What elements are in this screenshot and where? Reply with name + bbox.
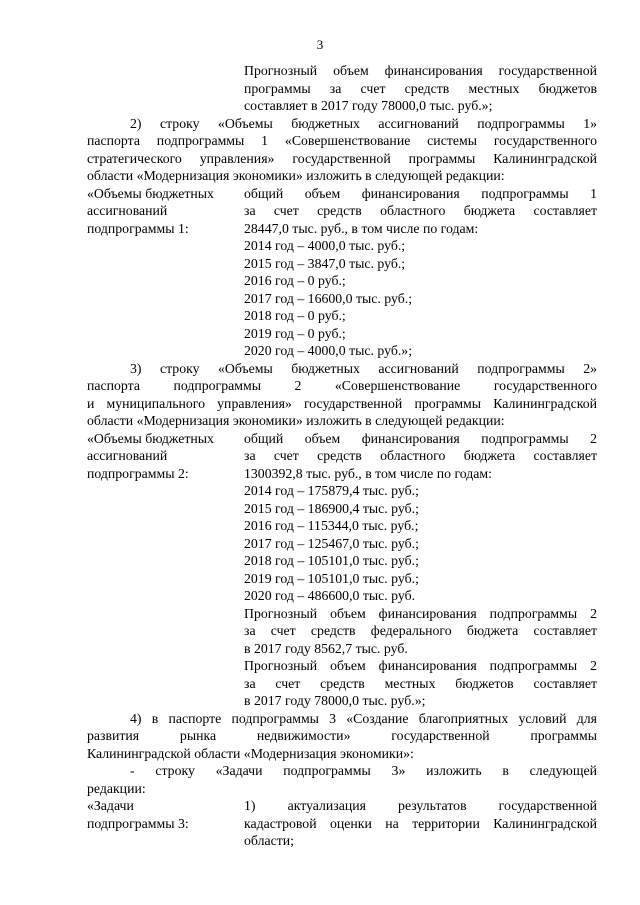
text-line: подпрограммы 1: <box>87 220 189 236</box>
text-line: 3) строку «Объемы бюджетных ассигнований подпрограммы 2» <box>130 360 597 376</box>
year-line: 2020 год – 4000,0 тыс. руб.»; <box>244 343 413 358</box>
item-3-table <box>87 430 597 710</box>
text-line: редакции: <box>87 780 146 796</box>
item-3-value <box>244 430 597 710</box>
text-line: за счет средств местных бюджетов составляет <box>244 675 597 691</box>
text-line: 1) актуализация результатов государственной <box>244 798 597 813</box>
text-line: паспорта подпрограммы 2 «Совершенствование государственного <box>87 378 597 393</box>
text-line: ассигнований <box>87 448 168 463</box>
text-line: 1300392,8 тыс. руб., в том числе по годам: <box>244 465 492 481</box>
item-2-paragraph <box>87 115 597 185</box>
year-line: 2017 год – 125467,0 тыс. руб.; <box>244 535 419 551</box>
text-line: общий объем финансирования подпрограммы 1 <box>244 185 597 201</box>
text-line: за счет средств федерального бюджета составляет <box>244 623 597 638</box>
text-line: «Объемы бюджетных <box>87 185 214 201</box>
text-line: «Объемы бюджетных <box>87 430 214 446</box>
text-line: ассигнований <box>87 203 168 218</box>
year-line: 2019 год – 0 руб.; <box>244 325 346 341</box>
item-3-paragraph <box>87 360 597 430</box>
item-4-label <box>87 797 244 850</box>
year-line: 2015 год – 3847,0 тыс. руб.; <box>244 255 406 271</box>
text-line: Прогнозный объем финансирования подпрограммы 2 <box>244 605 597 621</box>
text-line: - строку «Задачи подпрограммы 3» изложить в следующей <box>130 763 597 778</box>
intro-paragraph <box>244 62 597 115</box>
year-line: 2018 год – 0 руб.; <box>244 308 346 323</box>
year-line: 2014 год – 4000,0 тыс. руб.; <box>244 238 406 253</box>
item-2-table <box>87 185 597 360</box>
text-line: подпрограммы 3: <box>87 815 189 831</box>
text-line: области «Модернизация экономики» изложить в следующей редакции: <box>87 168 505 183</box>
text-line: подпрограммы 2: <box>87 465 189 481</box>
text-line: «Задачи <box>87 798 134 813</box>
text-line: стратегического управления» государственной программы Калининградской <box>87 150 597 166</box>
year-line: 2019 год – 105101,0 тыс. руб.; <box>244 570 419 586</box>
page-number: 3 <box>316 37 324 52</box>
text-line: в 2017 году 78000,0 тыс. руб.»; <box>244 693 426 708</box>
text-line: развития рынка недвижимости» государственной программы <box>87 728 597 743</box>
item-3-label <box>87 430 244 710</box>
year-line: 2015 год – 186900,4 тыс. руб.; <box>244 500 419 516</box>
year-line: 2018 год – 105101,0 тыс. руб.; <box>244 553 419 568</box>
document-body <box>87 62 597 850</box>
text-line: общий объем финансирования подпрограммы 2 <box>244 430 597 446</box>
year-line: 2020 год – 486600,0 тыс. руб. <box>244 588 416 603</box>
text-line: области; <box>244 833 294 848</box>
item-2-value <box>244 185 597 360</box>
text-line: 28447,0 тыс. руб., в том числе по годам: <box>244 220 479 236</box>
year-line: 2016 год – 0 руб.; <box>244 273 346 288</box>
text-line: 4) в паспорте подпрограммы 3 «Создание благоприятных условий для <box>130 710 597 726</box>
text-line: Прогнозный объем финансирования подпрограммы 2 <box>244 658 597 673</box>
item-4-table <box>87 797 597 850</box>
item-2-label <box>87 185 244 360</box>
text-line: 2) строку «Объемы бюджетных ассигнований подпрограммы 1» <box>130 115 597 131</box>
text-line: области «Модернизация экономики» изложить в следующей редакции: <box>87 413 505 428</box>
text-line: Прогнозный объем финансирования государственной <box>244 63 597 78</box>
text-line: программы за счет средств местных бюджетов <box>244 80 597 96</box>
year-line: 2017 год – 16600,0 тыс. руб.; <box>244 290 413 306</box>
text-line: за счет средств областного бюджета составляет <box>244 203 597 218</box>
text-line: составляет в 2017 году 78000,0 тыс. руб.»; <box>244 98 493 113</box>
text-line: в 2017 году 8562,7 тыс. руб. <box>244 640 408 656</box>
text-line: паспорта подпрограммы 1 «Совершенствование системы государственного <box>87 133 597 148</box>
year-line: 2014 год – 175879,4 тыс. руб.; <box>244 483 419 498</box>
item-4-paragraph <box>87 710 597 798</box>
text-line: и муниципального управления» государственной программы Калининградской <box>87 395 597 411</box>
text-line: кадастровой оценки на территории Калининградской <box>244 815 597 831</box>
item-4-value <box>244 797 597 850</box>
text-line: Калининградской области «Модернизация экономики»: <box>87 745 414 761</box>
year-line: 2016 год – 115344,0 тыс. руб.; <box>244 518 419 533</box>
text-line: за счет средств областного бюджета составляет <box>244 448 597 463</box>
